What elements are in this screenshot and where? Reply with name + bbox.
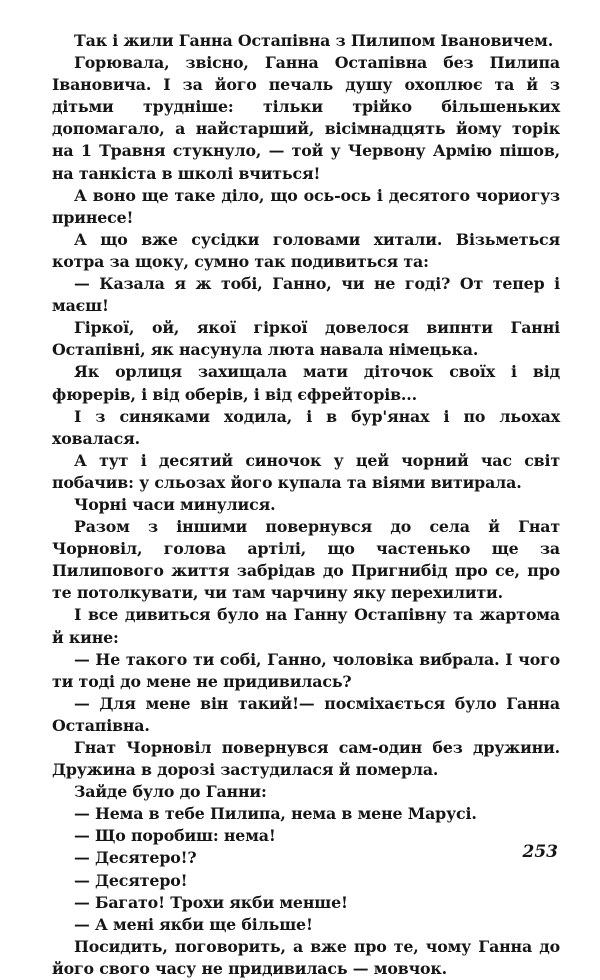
dialogue-line: — Десятеро! — [74, 870, 188, 890]
paragraph: Гнат Чорновіл повернувся сам-один без дружини. Дружина в дорозі застудилася й померла. — [52, 738, 560, 780]
dialogue-line: — А мені якби ще більше! — [74, 914, 313, 934]
page-body — [52, 30, 560, 980]
dialogue-line: — Багато! Трохи якби менше! — [74, 892, 348, 912]
dialogue-line: — Для мене він такий!— посміхається було Ганна Остапівна. — [52, 693, 560, 735]
paragraph: Як орлиця захищала мати діточок своїх і від фюрерів, і від оберів, і від єфрейторів... — [52, 362, 560, 404]
dialogue-line: — Нема в тебе Пилипа, нема в мене Марусі. — [74, 804, 477, 824]
paragraph: Зайде було до Ганни: — [74, 782, 267, 802]
paragraph: Горювала, звісно, Ганна Остапівна без Пилипа Івановича. І за його печаль душу охоплює та й з дітьми трудніше: тільки трійко більшеньких допомагало, а найстарший, вісімнадцять йому торік на 1 Травня стукнуло, — той у Червону Армію пішов, на танкіста в школі вчиться! — [52, 53, 560, 183]
paragraph: Так і жили Ганна Остапівна з Пилипом Івановичем. — [74, 31, 554, 50]
dialogue-line: — Десятеро!? — [74, 848, 197, 868]
paragraph: Гіркої, ой, якої гіркої довелося випнти Ганні Остапівні, як насунула люта навала німецька. — [52, 318, 560, 360]
paragraph: І з синяками ходила, і в бур'янах і по льохах ховалася. — [52, 406, 560, 448]
dialogue-line: — Казала я ж тобі, Ганно, чи не годі? От тепер і маєш! — [52, 274, 560, 316]
paragraph: І все дивиться було на Ганну Остапівну та жартома й кине: — [52, 605, 560, 647]
page-number: 253 — [522, 842, 558, 862]
paragraph: Чорні часи минулися. — [74, 494, 276, 514]
paragraph: А що вже сусідки головами хитали. Візьметься котра за щоку, сумно так подивиться та: — [52, 229, 560, 271]
paragraph: Посидить, поговорить, а вже про те, чому Ганна до його свого часу не придивилась — мовчок. — [52, 936, 560, 978]
dialogue-line: — Що поробиш: нема! — [74, 826, 276, 846]
paragraph: А воно ще таке діло, що ось-ось і десятого чориогуз принесе! — [52, 185, 560, 227]
paragraph: А тут і десятий синочок у цей чорний час світ побачив: у сльозах його купала та віями витирала. — [52, 450, 560, 492]
dialogue-line: — Не такого ти собі, Ганно, чоловіка вибрала. І чого ти тоді до мене не придивилась? — [52, 649, 560, 691]
paragraph: Разом з іншими повернувся до села й Гнат Чорновіл, голова артілі, що частенько ще за Пилипового життя забрідав до Пригнибід про се, про те потолкувати, чи там чарчину яку перехилити. — [52, 517, 560, 603]
